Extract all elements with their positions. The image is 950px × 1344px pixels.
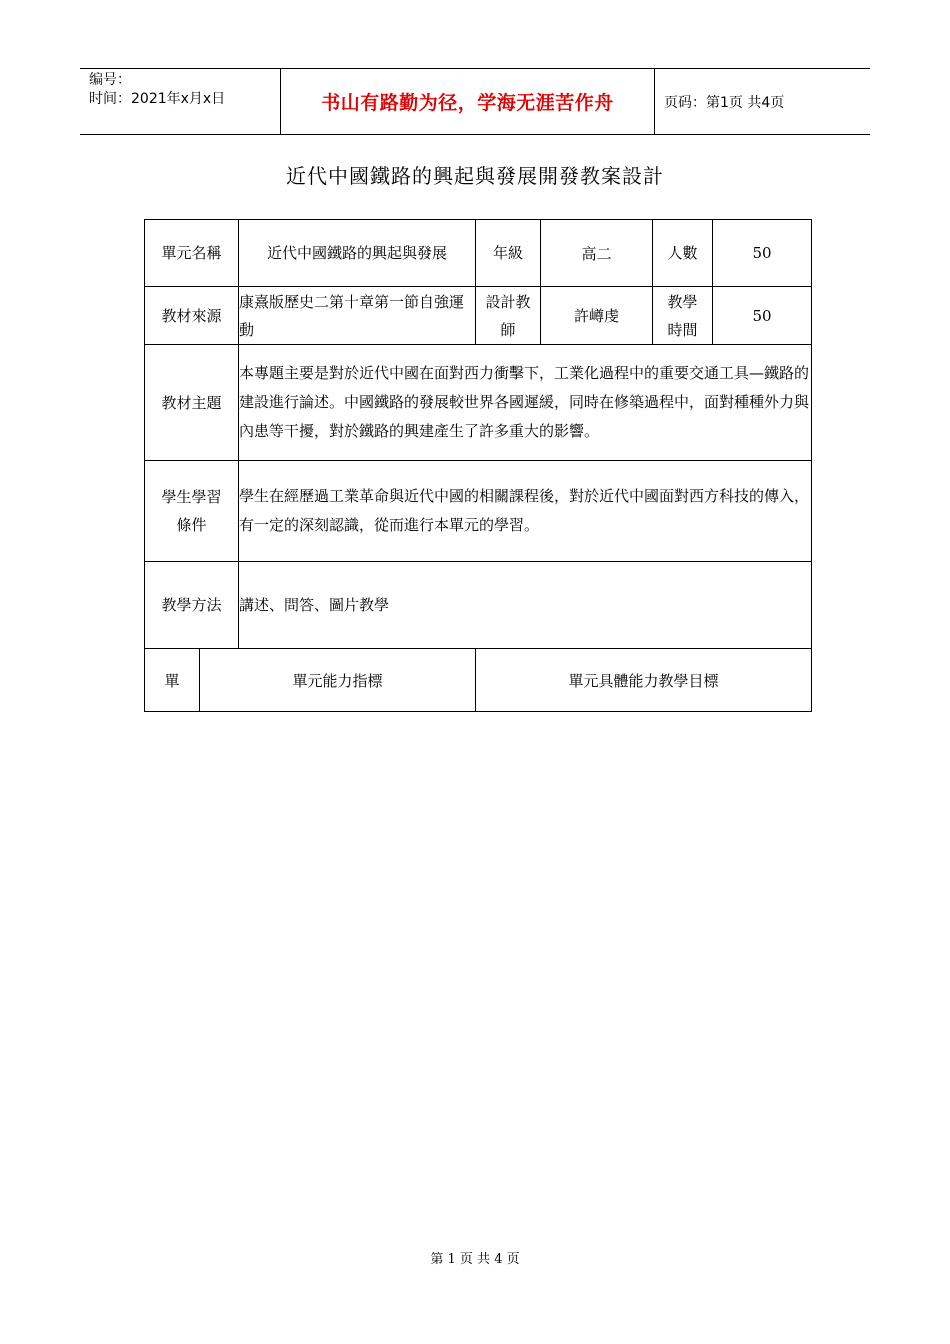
teacher-label: 設計教師 xyxy=(476,287,541,345)
source-label: 教材來源 xyxy=(145,287,239,345)
document-title: 近代中國鐵路的興起與發展開發教案設計 xyxy=(286,164,664,188)
teaching-time-value: 50 xyxy=(713,287,812,345)
teaching-time-label: 教學時間 xyxy=(653,287,713,345)
page-header xyxy=(80,68,870,135)
theme-text: 本專題主要是對於近代中國在面對西力衝擊下，工業化過程中的重要交通工具—鐵路的建設進行論述。中國鐵路的發展較世界各國遲緩，同時在修築過程中，面對種種外力與內患等干擾，對於鐵路的興建產生了許多重大的影響。 xyxy=(239,345,812,461)
conditions-text: 學生在經歷過工業革命與近代中國的相關課程後，對於近代中國面對西方科技的傳入，有一定的深刻認識，從而進行本單元的學習。 xyxy=(239,461,812,562)
table-row xyxy=(145,562,812,649)
teacher-value: 許嶟虔 xyxy=(541,287,653,345)
methods-text: 講述、問答、圖片教學 xyxy=(239,562,812,649)
header-meta xyxy=(80,69,281,134)
table-row xyxy=(145,649,812,712)
teaching-objective-header: 單元具體能力教學目標 xyxy=(476,649,812,712)
header-page-info: 页码：第1页 共4页 xyxy=(664,94,785,111)
table-row xyxy=(145,287,812,345)
unit-name-value: 近代中國鐵路的興起與發展 xyxy=(239,220,476,287)
conditions-label: 學生學習條件 xyxy=(145,461,239,562)
unit-name-label: 單元名稱 xyxy=(145,220,239,287)
student-count-label: 人數 xyxy=(653,220,713,287)
table-row xyxy=(145,345,812,461)
student-count-value: 50 xyxy=(713,220,812,287)
methods-label: 教學方法 xyxy=(145,562,239,649)
grade-value: 高二 xyxy=(541,220,653,287)
grade-label: 年級 xyxy=(476,220,541,287)
time-label: 时间：2021年x月x日 xyxy=(89,91,226,107)
unit-column-header: 單 xyxy=(145,649,200,712)
source-value: 康熹版歷史二第十章第一節自強運動 xyxy=(239,287,476,345)
page-footer: 第 1 页 共 4 页 xyxy=(430,1252,520,1267)
table-row xyxy=(145,220,812,287)
table-row xyxy=(145,461,812,562)
lesson-plan-table xyxy=(144,219,812,712)
ability-indicator-header: 單元能力指標 xyxy=(200,649,476,712)
number-label: 编号： xyxy=(89,72,131,88)
theme-label: 教材主題 xyxy=(145,345,239,461)
header-motto: 书山有路勤为径，学海无涯苦作舟 xyxy=(281,69,655,134)
